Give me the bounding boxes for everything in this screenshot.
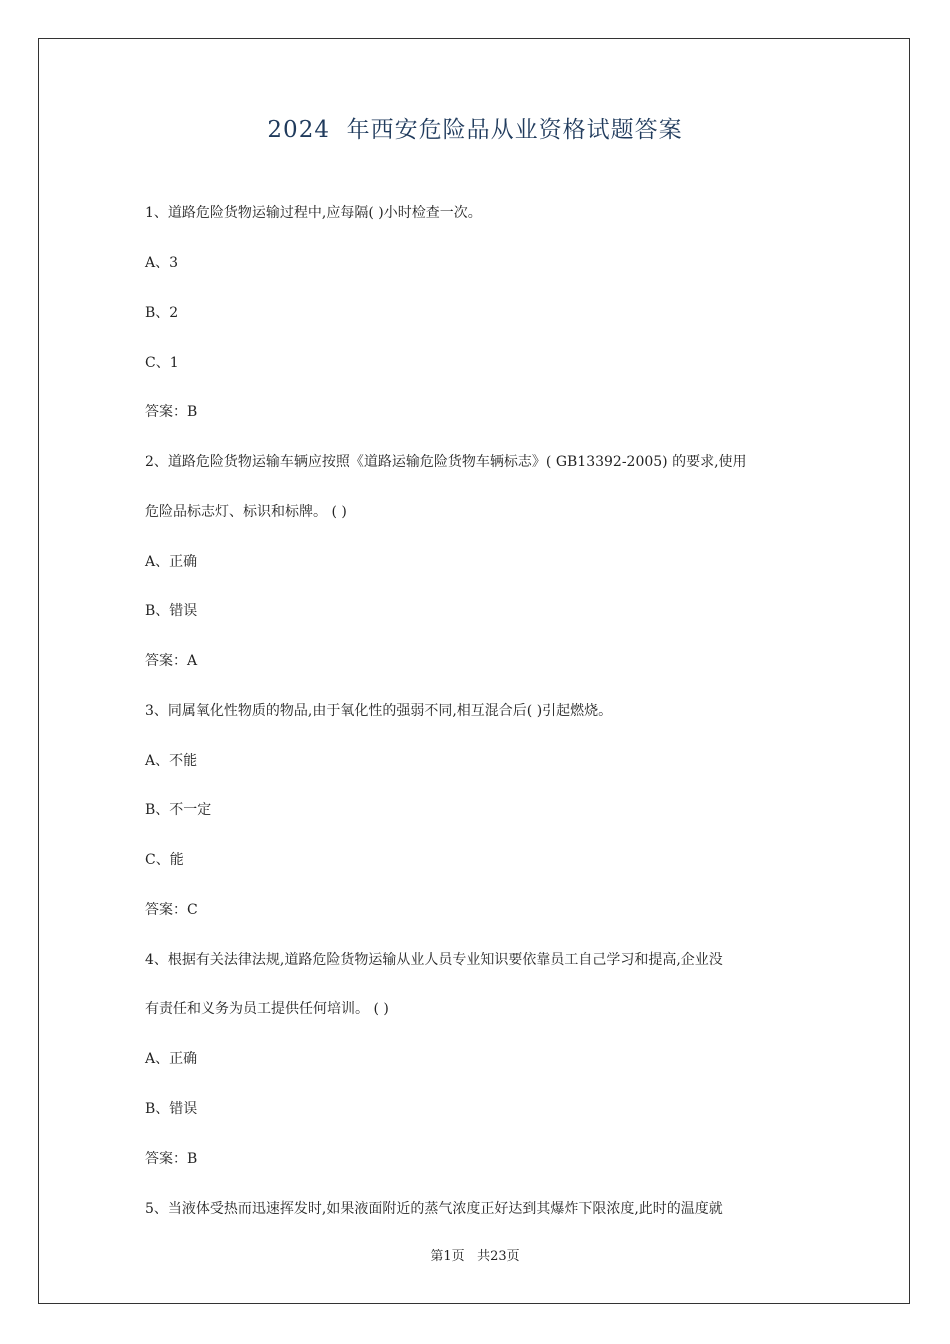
question-4-text-line-2: 有责任和义务为员工提供任何培训。 ( ) [145,1001,389,1017]
question-2-answer: 答案：A [145,653,198,669]
page-total: 共23页 [477,1249,520,1264]
page-number: 第1页 [430,1249,465,1264]
question-4-answer: 答案：B [145,1151,198,1167]
question-4-option-b: B、错误 [145,1101,198,1117]
question-2-text-line-1: 2、道路危险货物运输车辆应按照《道路运输危险货物车辆标志》( GB13392-2005) 的要求,使用 [145,454,747,470]
question-4-option-a: A、正确 [145,1051,198,1067]
question-3-option-c: C、能 [145,852,184,868]
question-4-text-line-1: 4、根据有关法律法规,道路危险货物运输从业人员专业知识要依靠员工自己学习和提高,企业没 [145,952,723,968]
question-3-text: 3、同属氧化性物质的物品,由于氧化性的强弱不同,相互混合后( )引起燃烧。 [145,703,613,719]
question-1-option-b: B、2 [145,305,179,321]
question-1-text: 1、道路危险货物运输过程中,应每隔( )小时检查一次。 [145,205,482,221]
page-footer [0,1248,950,1266]
question-3-option-b: B、不一定 [145,802,212,818]
question-1-option-a: A、3 [145,255,179,271]
question-1-answer: 答案：B [145,404,198,420]
document-title: 2024 年西安危险品从业资格试题答案 [267,117,683,143]
question-2-text-line-2: 危险品标志灯、标识和标牌。 ( ) [145,504,347,520]
question-2-option-a: A、正确 [145,554,198,570]
question-1-option-c: C、1 [145,355,179,371]
question-3-answer: 答案：C [145,902,198,918]
question-2-option-b: B、错误 [145,603,198,619]
question-3-option-a: A、不能 [145,753,198,769]
question-5-text-line-1: 5、当液体受热而迅速挥发时,如果液面附近的蒸气浓度正好达到其爆炸下限浓度,此时的温度就 [145,1201,723,1217]
